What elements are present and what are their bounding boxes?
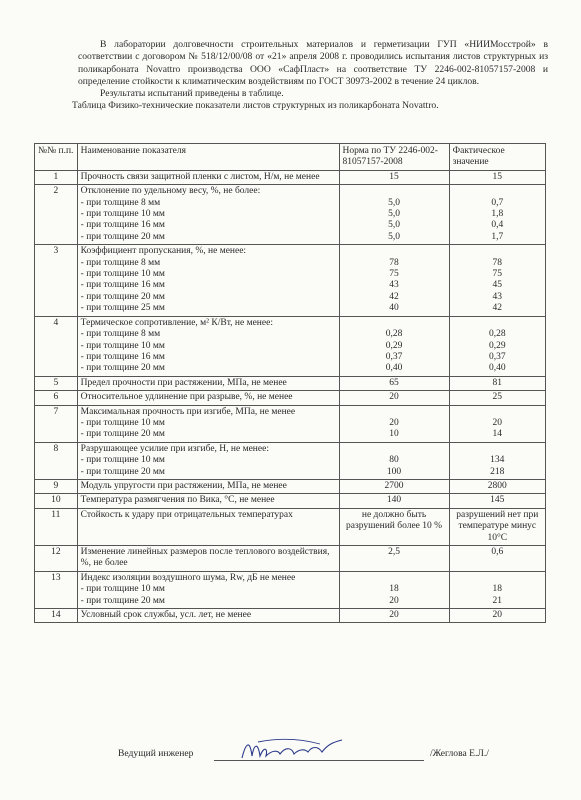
table-row xyxy=(35,391,546,405)
actual-value xyxy=(449,391,545,405)
norm-value xyxy=(339,494,449,508)
signer-role: Ведущий инженер xyxy=(118,748,194,759)
actual-value xyxy=(449,376,545,390)
cell-value: 0,28 xyxy=(488,329,506,340)
cell-value: 145 xyxy=(490,495,505,506)
row-parameter xyxy=(77,609,339,623)
cell-value: 0,29 xyxy=(488,340,506,351)
table-row xyxy=(35,170,546,184)
actual-value xyxy=(449,170,545,184)
parameter-sub: - при толщине 8 мм xyxy=(80,329,161,340)
cell-value: 42 xyxy=(389,291,399,302)
row-parameter xyxy=(77,508,339,545)
actual-value xyxy=(449,494,545,508)
cell-value: 0,40 xyxy=(385,363,403,374)
cell-value: 20 xyxy=(492,417,503,428)
handwritten-signature xyxy=(238,736,348,764)
parameter-name: Коэффициент пропускания, %, не менее: xyxy=(80,246,247,257)
norm-value xyxy=(339,376,449,390)
parameter-sub: - при толщине 8 мм xyxy=(80,197,161,208)
intro-paragraph: В лаборатории долговечности строительных материалов и герметизации ГУП «НИИМосстрой» в соответствии с договором № 518/12/00/08 от «21» апреля 2008 г. проводились испытания листов структурных из поликарбоната Novattro производства ООО «СафПласт» на соответствие ТУ 2246-002-81057157-2008 и определение стойкости к климатическим воздействиям по ГОСТ 30973-2002 в течение 24 циклов. xyxy=(78,39,548,87)
cell-value: 20 xyxy=(389,417,399,428)
signer-name: /Жеглова Е.Л./ xyxy=(430,748,489,759)
row-number: 5 xyxy=(35,376,78,390)
row-number: 7 xyxy=(35,405,78,442)
parameter-name: Термическое сопротивление, м² К/Вт, не менее: xyxy=(80,317,273,328)
table-row xyxy=(35,405,546,442)
signature-block xyxy=(118,738,538,768)
actual-value xyxy=(449,316,545,376)
table-row xyxy=(35,609,546,623)
parameter-name: Разрушающее усилие при изгибе, Н, не менее: xyxy=(80,443,269,454)
row-number: 4 xyxy=(35,316,78,376)
norm-value xyxy=(339,245,449,316)
cell-value: 80 xyxy=(389,455,399,466)
norm-value xyxy=(339,170,449,184)
cell-value: 0,6 xyxy=(491,547,504,557)
cell-value: 15 xyxy=(492,171,503,182)
cell-value: 5,0 xyxy=(388,197,400,208)
cell-value: 1,8 xyxy=(491,209,504,220)
cell-value: 78 xyxy=(492,257,503,268)
cell-value: 20 xyxy=(389,392,399,403)
parameter-sub: - при толщине 16 мм xyxy=(80,351,165,362)
cell-value: 42 xyxy=(492,303,503,314)
parameter-sub: - при толщине 20 мм xyxy=(80,466,165,477)
parameter-name: Индекс изоляции воздушного шума, Rw, дБ не менее xyxy=(80,572,296,583)
row-number: 13 xyxy=(35,571,78,608)
cell-value: 100 xyxy=(386,466,402,477)
actual-value xyxy=(449,479,545,493)
table-row xyxy=(35,442,546,479)
norm-value xyxy=(339,185,449,245)
norm-value xyxy=(339,546,449,572)
properties-table xyxy=(34,143,546,623)
parameter-name: Максимальная прочность при изгибе, МПа, не менее xyxy=(80,406,296,417)
parameter-sub: - при толщине 10 мм xyxy=(80,340,165,351)
parameter-sub: - при толщине 20 мм xyxy=(80,429,165,440)
table-row xyxy=(35,571,546,608)
parameter-sub: - при толщине 10 мм xyxy=(80,584,165,595)
cell-value: 5,0 xyxy=(388,220,400,231)
header-name: Наименование показателя xyxy=(77,144,339,171)
cell-value: 75 xyxy=(492,269,503,280)
cell-value: 2700 xyxy=(384,480,404,491)
parameter-name: Температура размягчения по Вика, °С, не менее xyxy=(80,495,275,506)
row-parameter xyxy=(77,245,339,316)
row-parameter xyxy=(77,391,339,405)
cell-value: 45 xyxy=(492,280,503,291)
cell-value: 5,0 xyxy=(388,231,400,242)
parameter-sub: - при толщине 10 мм xyxy=(80,269,165,280)
cell-value: 0,29 xyxy=(385,340,403,351)
cell-value: 2800 xyxy=(487,480,507,491)
row-number: 9 xyxy=(35,479,78,493)
cell-value: 218 xyxy=(490,466,505,477)
cell-value: 43 xyxy=(389,280,399,291)
header-num: №№ п.п. xyxy=(35,144,78,171)
norm-value xyxy=(339,442,449,479)
cell-value: 0,40 xyxy=(488,363,506,374)
header-fact: Фактическое значение xyxy=(449,144,545,171)
parameter-name: Предел прочности при растяжении, МПа, не менее xyxy=(80,377,287,388)
cell-value: 0,28 xyxy=(385,329,403,340)
cell-value: 1,7 xyxy=(491,231,504,242)
table-row xyxy=(35,508,546,545)
row-number: 8 xyxy=(35,442,78,479)
actual-value xyxy=(449,546,545,572)
actual-value xyxy=(449,442,545,479)
norm-value xyxy=(339,316,449,376)
table-caption: Таблица Физико-технические показатели листов структурных из поликарбоната Novattro. xyxy=(72,100,439,112)
norm-value xyxy=(339,571,449,608)
table-header-row xyxy=(35,144,546,171)
parameter-sub: - при толщине 25 мм xyxy=(80,303,165,314)
actual-value xyxy=(449,609,545,623)
row-number: 3 xyxy=(35,245,78,316)
parameter-name: Относительное удлинение при разрыве, %, не менее xyxy=(80,392,293,403)
cell-value: не должно быть разрушений более 10 % xyxy=(346,509,443,532)
parameter-name: Отклонение по удельному весу, %, не более: xyxy=(80,186,261,197)
parameter-name: Стойкость к удару при отрицательных температурах xyxy=(80,509,293,520)
table-row xyxy=(35,546,546,572)
actual-value xyxy=(449,508,545,545)
actual-value xyxy=(449,245,545,316)
actual-value xyxy=(449,185,545,245)
row-number: 6 xyxy=(35,391,78,405)
row-parameter xyxy=(77,316,339,376)
cell-value: 0,4 xyxy=(491,220,504,231)
actual-value xyxy=(449,405,545,442)
table-row xyxy=(35,494,546,508)
cell-value: 5,0 xyxy=(388,209,400,220)
header-norm: Норма по ТУ 2246-002-81057157-2008 xyxy=(339,144,449,171)
cell-value: разрушений нет при температуре минус 10°С xyxy=(456,509,539,543)
cell-value: 10 xyxy=(389,429,399,440)
parameter-sub: - при толщине 20 мм xyxy=(80,595,165,606)
row-parameter xyxy=(77,405,339,442)
parameter-sub: - при толщине 10 мм xyxy=(80,455,165,466)
row-parameter xyxy=(77,185,339,245)
parameter-sub: - при толщине 20 мм xyxy=(80,291,165,302)
row-parameter xyxy=(77,546,339,572)
row-number: 12 xyxy=(35,546,78,572)
parameter-sub: - при толщине 20 мм xyxy=(80,363,165,374)
row-number: 11 xyxy=(35,508,78,545)
cell-value: 0,37 xyxy=(385,351,403,362)
cell-value: 25 xyxy=(492,392,503,403)
norm-value xyxy=(339,479,449,493)
cell-value: 20 xyxy=(389,595,399,606)
cell-value: 140 xyxy=(386,495,402,506)
parameter-name: Условный срок службы, усл. лет, не менее xyxy=(80,610,252,621)
cell-value: 0,7 xyxy=(491,197,504,208)
table-row xyxy=(35,185,546,245)
parameter-name: Прочность связи защитной пленки с листом, Н/м, не менее xyxy=(80,171,320,182)
intro-text xyxy=(72,39,548,113)
norm-value xyxy=(339,405,449,442)
norm-value xyxy=(339,391,449,405)
table-body xyxy=(35,170,546,623)
norm-value xyxy=(339,508,449,545)
table-row xyxy=(35,316,546,376)
parameter-sub: - при толщине 8 мм xyxy=(80,257,161,268)
cell-value: 81 xyxy=(492,377,503,388)
table-row xyxy=(35,479,546,493)
cell-value: 43 xyxy=(492,291,503,302)
parameter-sub: - при толщине 16 мм xyxy=(80,220,165,231)
actual-value xyxy=(449,571,545,608)
cell-value: 75 xyxy=(389,269,399,280)
intro-results-note: Результаты испытаний приведены в таблице. xyxy=(100,88,284,100)
cell-value: 78 xyxy=(389,257,399,268)
cell-value: 14 xyxy=(492,429,503,440)
parameter-sub: - при толщине 10 мм xyxy=(80,417,165,428)
row-number: 10 xyxy=(35,494,78,508)
row-parameter xyxy=(77,479,339,493)
row-number: 1 xyxy=(35,170,78,184)
cell-value: 20 xyxy=(389,610,399,621)
cell-value: 2,5 xyxy=(388,547,400,557)
row-number: 2 xyxy=(35,185,78,245)
table-row xyxy=(35,376,546,390)
cell-value: 40 xyxy=(389,303,399,314)
parameter-sub: - при толщине 10 мм xyxy=(80,209,165,220)
row-parameter xyxy=(77,170,339,184)
cell-value: 18 xyxy=(389,584,399,595)
parameter-name: Модуль упругости при растяжении, МПа, не менее xyxy=(80,480,287,491)
parameter-sub: - при толщине 16 мм xyxy=(80,280,165,291)
row-parameter xyxy=(77,442,339,479)
parameter-name: Изменение линейных размеров после теплового воздействия, %, не более xyxy=(80,547,330,569)
row-parameter xyxy=(77,494,339,508)
cell-value: 134 xyxy=(490,455,505,466)
norm-value xyxy=(339,609,449,623)
cell-value: 21 xyxy=(492,595,503,606)
row-parameter xyxy=(77,376,339,390)
row-number: 14 xyxy=(35,609,78,623)
cell-value: 18 xyxy=(492,584,503,595)
parameter-sub: - при толщине 20 мм xyxy=(80,231,165,242)
cell-value: 15 xyxy=(389,171,399,182)
cell-value: 20 xyxy=(492,610,503,621)
row-parameter xyxy=(77,571,339,608)
table-row xyxy=(35,245,546,316)
cell-value: 65 xyxy=(389,377,399,388)
cell-value: 0,37 xyxy=(488,351,506,362)
